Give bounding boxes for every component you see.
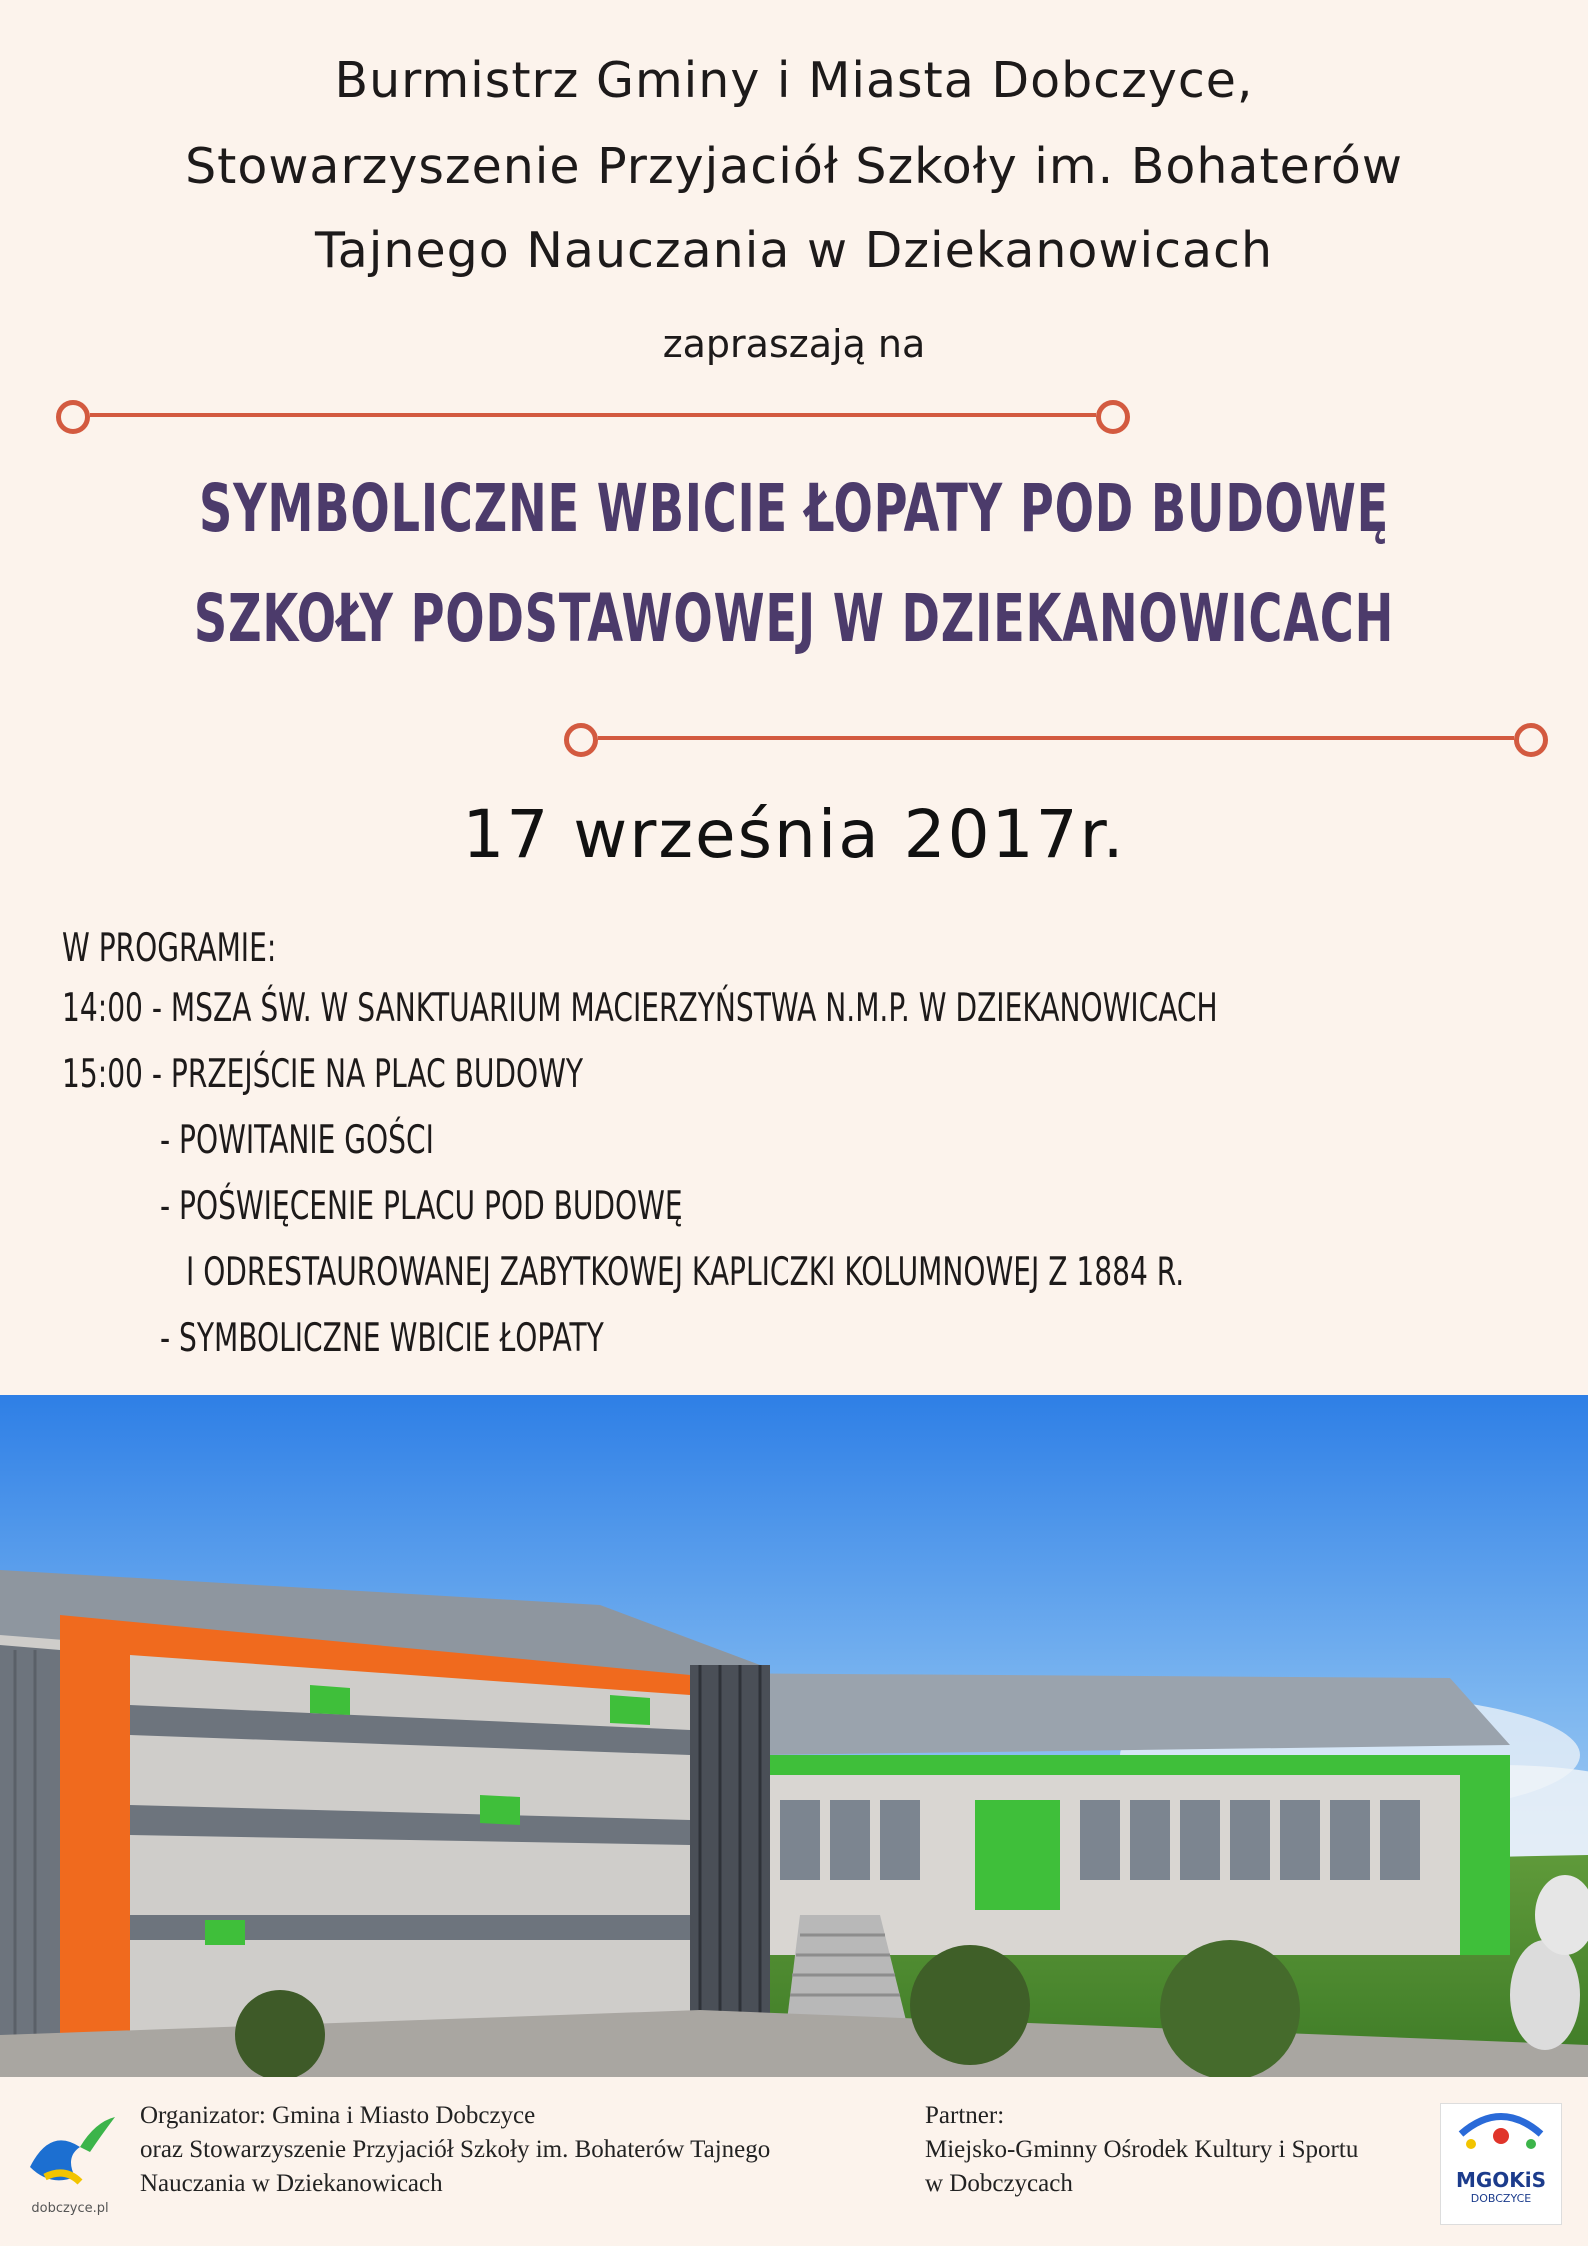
program-item: 14:00 - MSZA ŚW. W SANKTUARIUM MACIERZYŃSTWA N.M.P. W DZIEKANOWICACH bbox=[62, 986, 1218, 1031]
event-title-line-1: SYMBOLICZNE WBICIE ŁOPATY POD BUDOWĘ bbox=[198, 470, 1390, 547]
partner-line: Miejsko-Gminny Ośrodek Kultury i Sportu bbox=[925, 2136, 1359, 2163]
event-date: 17 września 2017r. bbox=[462, 796, 1126, 873]
footer bbox=[0, 2077, 1588, 2246]
organizer-line-3: Tajnego Nauczania w Dziekanowicach bbox=[314, 222, 1274, 279]
mgokis-emblem-icon bbox=[1441, 2104, 1561, 2164]
divider-dot-left bbox=[56, 400, 90, 434]
divider-line bbox=[598, 736, 1514, 740]
program-item: - POWITANIE GOŚCI bbox=[160, 1118, 434, 1163]
organizer-line: Organizator: Gmina i Miasto Dobczyce bbox=[140, 2102, 536, 2129]
bottom-divider bbox=[564, 723, 1548, 753]
program-heading: W PROGRAMIE: bbox=[62, 926, 277, 971]
organizer-info bbox=[140, 2099, 770, 2201]
partner-line: Partner: bbox=[925, 2102, 1005, 2129]
swan-logo-icon bbox=[20, 2107, 120, 2197]
organizer-line: oraz Stowarzyszenie Przyjaciół Szkoły im. Bohaterów Tajnego bbox=[140, 2136, 771, 2163]
divider-dot-left bbox=[564, 723, 598, 757]
program-item: - SYMBOLICZNE WBICIE ŁOPATY bbox=[160, 1316, 604, 1361]
dobczyce-logo[interactable] bbox=[20, 2107, 120, 2217]
divider-line bbox=[90, 413, 1096, 417]
invite-text: zapraszają na bbox=[662, 322, 926, 366]
organizer-line-2: Stowarzyszenie Przyjaciół Szkoły im. Bohaterów bbox=[185, 138, 1403, 195]
organizer-line: Nauczania w Dziekanowicach bbox=[140, 2170, 443, 2197]
divider-dot-right bbox=[1514, 723, 1548, 757]
partner-line: w Dobczycach bbox=[925, 2170, 1073, 2197]
divider-dot-right bbox=[1096, 400, 1130, 434]
dobczyce-logo-text: dobczyce.pl bbox=[31, 2201, 109, 2216]
school-building-image bbox=[0, 1395, 1588, 2077]
mgokis-logo-text: MGOKiS bbox=[1455, 2168, 1547, 2192]
top-divider bbox=[56, 400, 1130, 430]
event-title-line-2: SZKOŁY PODSTAWOWEJ W DZIEKANOWICACH bbox=[193, 580, 1395, 657]
partner-info bbox=[925, 2099, 1358, 2201]
mgokis-logo[interactable] bbox=[1440, 2103, 1562, 2225]
program-item: I ODRESTAUROWANEJ ZABYTKOWEJ KAPLICZKI KOLUMNOWEJ Z 1884 R. bbox=[186, 1250, 1185, 1295]
organizer-line-1: Burmistrz Gminy i Miasta Dobczyce, bbox=[334, 52, 1254, 109]
program-item: 15:00 - PRZEJŚCIE NA PLAC BUDOWY bbox=[62, 1052, 584, 1097]
program-item: - POŚWIĘCENIE PLACU POD BUDOWĘ bbox=[160, 1184, 683, 1229]
mgokis-logo-subtext: DOBCZYCE bbox=[1470, 2192, 1532, 2205]
